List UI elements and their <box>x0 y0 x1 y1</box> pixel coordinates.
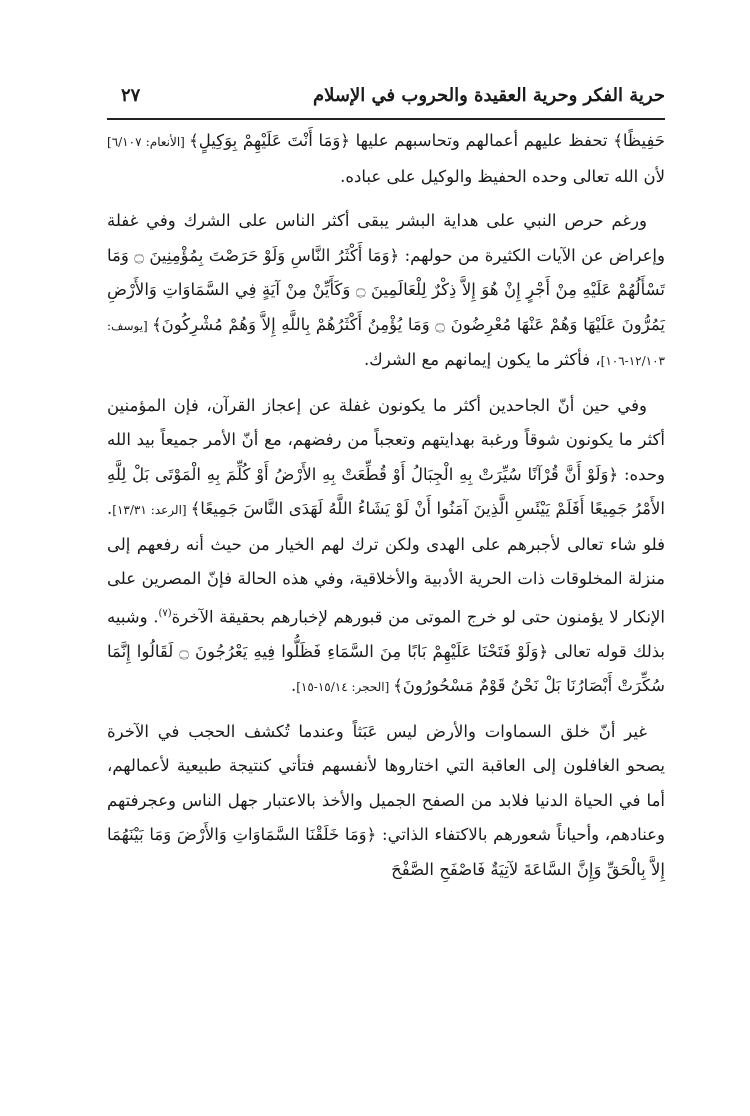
body-text-run: وفي حين أنّ الجاحدين أكثر ما يكونون غفلة عن إعجاز القرآن، فإن المؤمنين أكثر ما يكونون شوقاً ورغبة بهدايتهم وتعجباً من رفضهم، مع أنّ الأمر جميعاً بيد الله وحده: <box>107 395 665 484</box>
verse-citation: [الحجر: ١٥/١٤-١٥] <box>296 680 394 694</box>
running-title: حرية الفكر وحرية العقيدة والحروب في الإسلام <box>313 85 665 106</box>
verse-citation: [الأنعام: ٦/١٠٧] <box>107 135 190 149</box>
quran-verse: ﴿وَمَا أَكْثَرُ النَّاسِ وَلَوْ حَرَصْتَ بِمُؤْمِنِينَ ۝ وَمَا تَسْأَلُهُمْ عَلَيْهِ مِنْ أَجْرٍ إِنْ هُوَ إِلاَّ ذِكْرٌ لِلْعَالَمِينَ ۝ وَكَأَيِّنْ مِنْ آيَةٍ فِي السَّمَاوَاتِ وَالأَرْضِ يَمُرُّونَ عَلَيْهَا وَهُمْ عَنْهَا مُعْرِضُونَ ۝ وَمَا يُؤْمِنُ أَكْثَرُهُمْ بِاللَّهِ إِلاَّ وَهُمْ مُشْرِكُونَ﴾ <box>107 245 665 334</box>
paragraph-4 <box>107 715 665 888</box>
running-header <box>107 85 665 117</box>
quran-verse: ﴿وَلَوْ أَنَّ قُرْآنًا سُيِّرَتْ بِهِ الْجِبَالُ أَوْ قُطِّعَتْ بِهِ الأَرْضُ أَوْ كُلِّمَ بِهِ الْمَوْتَى بَلْ لِلَّهِ الأَمْرُ جَمِيعًا أَفَلَمْ يَيْئَسِ الَّذِينَ آمَنُوا أَنْ لَوْ يَشَاءُ اللَّهُ لَهَدَى النَّاسَ جَمِيعًا﴾ <box>107 464 665 518</box>
body-text-run: لأن الله تعالى وحده الحفيظ والوكيل على عباده. <box>340 166 665 186</box>
body-text-run: غير أنّ خلق السماوات والأرض ليس عَبَثاً وعندما تُكشف الحجب في الآخرة يصحو الغافلون إلى العاقبة التي اختاروها لأنفسهم فتأتي كنتيجة طبيعية لأعمالهم، أما في الحياة الدنيا فلابد من الصفح الجميل والأخذ بالاعتبار جهل الناس وعجرفتهم وعنادهم، وأحياناً شعورهم بالاكتفاء الذاتي: <box>107 721 665 844</box>
body-text-run: ورغم حرص النبي على هداية البشر يبقى أكثر الناس على الشرك وفي غفلة وإعراض عن الآيات الكثيرة من حولهم: <box>107 211 665 265</box>
verse-citation: [يوسف: ١٢/١٠٣-١٠٦] <box>107 318 665 368</box>
body-text-run: تحفظ عليهم أعمالهم وتحاسبهم عليها <box>349 131 614 150</box>
verse-citation: [الرعد: ١٣/٣١] <box>112 503 191 517</box>
paragraph-2 <box>107 204 665 379</box>
quran-verse: حَفِيظًا﴾ <box>613 131 665 150</box>
footnote-ref: (٧) <box>158 607 172 619</box>
quran-verse: ﴿وَمَا خَلَقْنَا السَّمَاوَاتِ وَالأَرْضَ وَمَا بَيْنَهُمَا إِلاَّ بِالْحَقِّ وَإِنَّ السَّاعَةَ لآتِيَةٌ فَاصْفَحِ الصَّفْحَ <box>107 825 665 879</box>
body-text-run: . فلو شاء تعالى لأجبرهم على الهدى ولكن ترك لهم الخيار من حيث أنه رفعهم إلى منزلة المخلوقات ذات الحرية الأدبية والأخلاقية، وفي هذه الحالة فإنّ المصرين على الإنكار لا يؤمنون حتى لو خرج الموتى من قبورهم لإخبارهم بحقيقة الآخرة <box>107 499 665 626</box>
paragraph-3 <box>107 389 665 705</box>
body-text-run: . وشبيه بذلك قوله تعالى <box>107 607 665 661</box>
quran-verse: ﴿وَلَوْ فَتَحْنَا عَلَيْهِمْ بَابًا مِنَ السَّمَاءِ فَظَلُّوا فِيهِ يَعْرُجُونَ ۝ لَقَالُوا إِنَّمَا سُكِّرَتْ أَبْصَارُنَا بَلْ نَحْنُ قَوْمٌ مَسْحُورُونَ﴾ <box>107 641 665 695</box>
body-text-run: ، فأكثر ما يكون إيمانهم مع الشرك. <box>363 350 601 369</box>
body-text <box>107 124 665 897</box>
quran-verse: ﴿وَمَا أَنْتَ عَلَيْهِمْ بِوَكِيلٍ﴾ <box>189 131 350 150</box>
paragraph-1 <box>107 124 665 194</box>
body-text-run: . <box>290 676 297 695</box>
page-number: ٢٧ <box>121 85 141 106</box>
header-rule <box>107 118 665 120</box>
